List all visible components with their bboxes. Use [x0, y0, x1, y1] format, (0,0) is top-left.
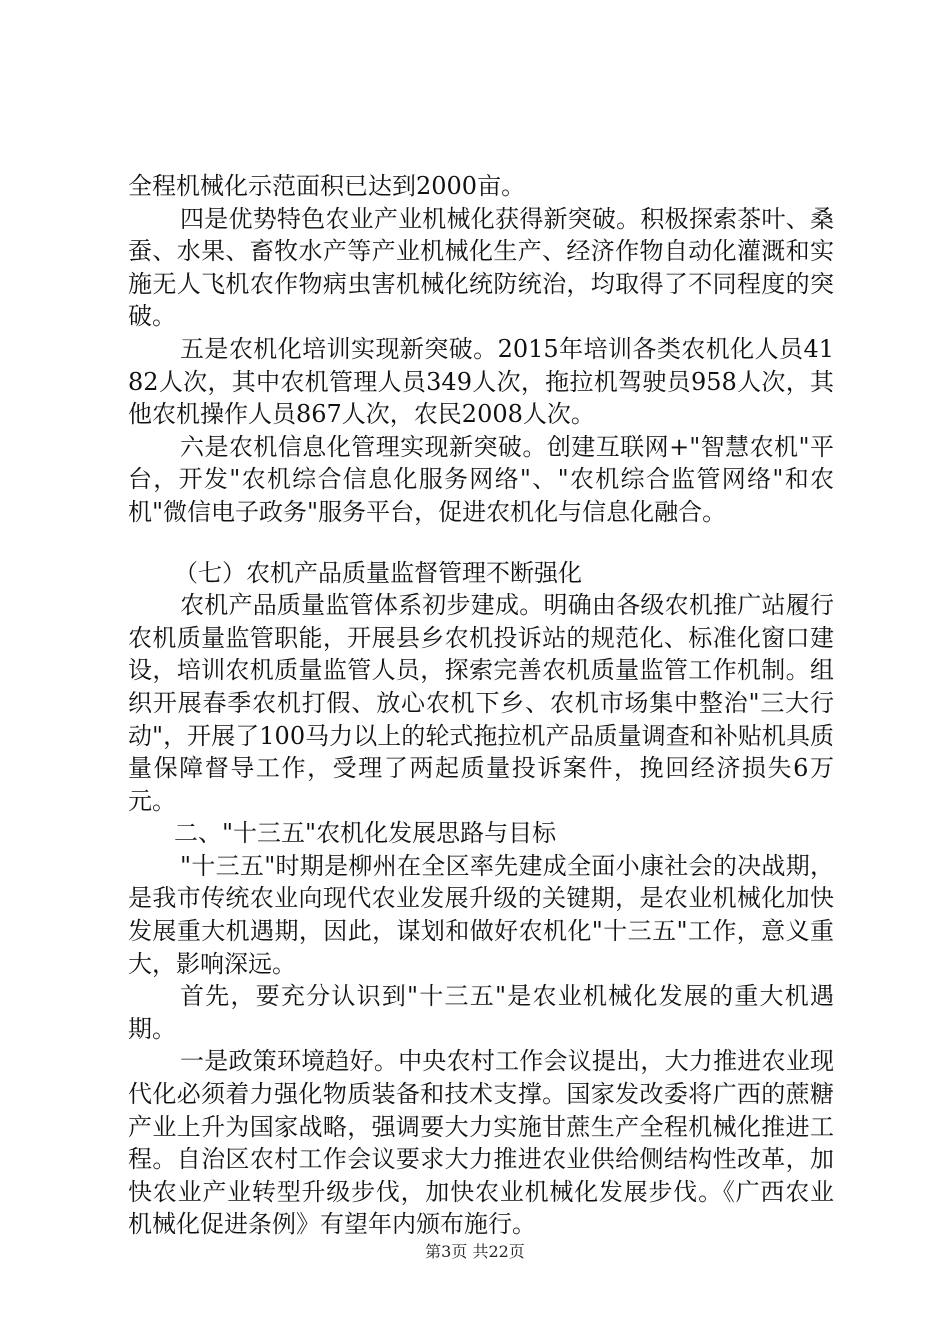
document-body — [128, 170, 834, 1241]
paragraph-8: 一是政策环境趋好。中央农村工作会议提出，大力推进农业现代化必须着力强化物质装备和技术支撑。国家发改委将广西的蔗糖产业上升为国家战略，强调要大力实施甘蔗生产全程机械化推进工程。自治区农村工作会议要求大力推进农业供给侧结构性改革，加快农业产业转型升级步伐，加快农业机械化发展步伐。《广西农业机械化促进条例》有望年内颁布施行。 — [128, 1047, 834, 1239]
page-number-footer: 第3页 共22页 — [425, 1242, 525, 1261]
paragraph-5: 农机产品质量监管体系初步建成。明确由各级农机推广站履行农机质量监管职能，开展县乡农机投诉站的规范化、标准化窗口建设，培训农机质量监管人员，探索完善农机质量监管工作机制。组织开展春季农机打假、放心农机下乡、农机市场集中整治"三大行动"，开展了100马力以上的轮式拖拉机产品质量调查和补贴机具质量保障督导工作，受理了两起质量投诉案件，挽回经济损失6万元。 — [128, 591, 834, 815]
paragraph-6: "十三五"时期是柳州在全区率先建成全面小康社会的决战期，是我市传统农业向现代农业发展升级的关键期，是农业机械化加快发展重大机遇期，因此，谋划和做好农机化"十三五"工作，意义重大，影响深远。 — [128, 851, 834, 978]
paragraph-gap — [128, 529, 834, 557]
section-heading-2: 二、"十三五"农机化发展思路与目标 — [174, 819, 557, 848]
paragraph-7: 首先，要充分认识到"十三五"是农业机械化发展的重大机遇期。 — [128, 982, 834, 1043]
paragraph-2: 四是优势特色农业产业机械化获得新突破。积极探索茶叶、桑蚕、水果、畜牧水产等产业机械化生产、经济作物自动化灌溉和实施无人飞机农作物病虫害机械化统防统治，均取得了不同程度的突破。 — [128, 204, 834, 331]
section-heading-7: （七）农机产品质量监督管理不断强化 — [174, 558, 582, 587]
paragraph-4: 六是农机信息化管理实现新突破。创建互联网+"智慧农机"平台，开发"农机综合信息化服务网络"、"农机综合监管网络"和农机"微信电子政务"服务平台，促进农机化与信息化融合。 — [128, 432, 834, 526]
paragraph-3: 五是农机化培训实现新突破。2015年培训各类农机化人员4182人次，其中农机管理人员349人次，拖拉机驾驶员958人次，其他农机操作人员867人次，农民2008人次。 — [128, 334, 834, 429]
paragraph-1: 全程机械化示范面积已达到2000亩。 — [128, 172, 526, 200]
